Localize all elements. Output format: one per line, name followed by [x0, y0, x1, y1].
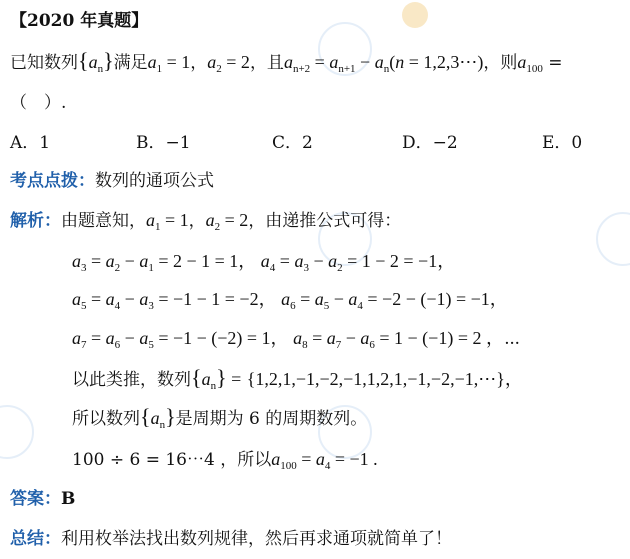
key-point — [10, 170, 214, 192]
key-point-label: 考点点拨： — [10, 171, 95, 191]
summary-text: 利用枚举法找出数列规律，然后再求通项就简单了！ — [61, 529, 452, 549]
derivation-line-4: 以此类推，数列$\{a_n\}$ = {1,2,1,−1,−2,−1,1,2,1,−1,−2,−1,⋯}， — [72, 365, 523, 392]
option-e: E．0 — [542, 133, 583, 153]
answer-value: B — [61, 489, 76, 509]
watermark-circle — [596, 212, 630, 266]
derivation-line-6: 100 ÷ 6 = 16⋯4 ，所以$a_{100} = a_4 = -1$ . — [72, 449, 378, 472]
analysis-label: 解析： — [10, 211, 61, 231]
section-header: 【2020 年真题】 — [10, 11, 149, 31]
key-point-text: 数列的通项公式 — [95, 171, 214, 191]
derivation-line-3: $a_7 = a_6 - a_5 = -1 - (-2) = 1$， $a_8 = a_7 - a_6 = 1 - (-1) = 2$ ，⋯ — [72, 328, 521, 351]
option-d: D．−2 — [402, 133, 458, 153]
analysis-intro: 解析：由题意知，$a_1 = 1$，$a_2 = 2$，由递推公式可得： — [10, 210, 402, 233]
option-c: C．2 — [272, 133, 313, 153]
option-b: B．−1 — [136, 133, 191, 153]
summary-label: 总结： — [10, 529, 61, 549]
watermark-circle — [0, 405, 34, 459]
question-line-1: 已知数列$\{a_n\}$满足$a_1 = 1$，$a_2 = 2$，且$a_{n+2} = a_{n+1} - a_n(n$ = 1,2,3⋯)，则$a_{100}$ = — [10, 48, 563, 75]
watermark-sun-icon — [402, 2, 428, 28]
derivation-line-5: 所以数列$\{a_n\}$是周期为 6 的周期数列。 — [72, 404, 368, 431]
option-a: A．1 — [10, 133, 51, 153]
answer-label: 答案： — [10, 489, 61, 509]
derivation-line-2: $a_5 = a_4 - a_3 = -1 - 1 = -2$， $a_6 = a_5 - a_4 = -2 - (-1) = -1$， — [72, 289, 508, 312]
summary — [10, 528, 452, 550]
question-paren: （ ）. — [10, 93, 67, 113]
answer — [10, 488, 75, 510]
derivation-line-1: $a_3 = a_2 - a_1 = 2 - 1 = 1$， $a_4 = a_3 - a_2 = 1 - 2 = -1$， — [72, 251, 456, 274]
